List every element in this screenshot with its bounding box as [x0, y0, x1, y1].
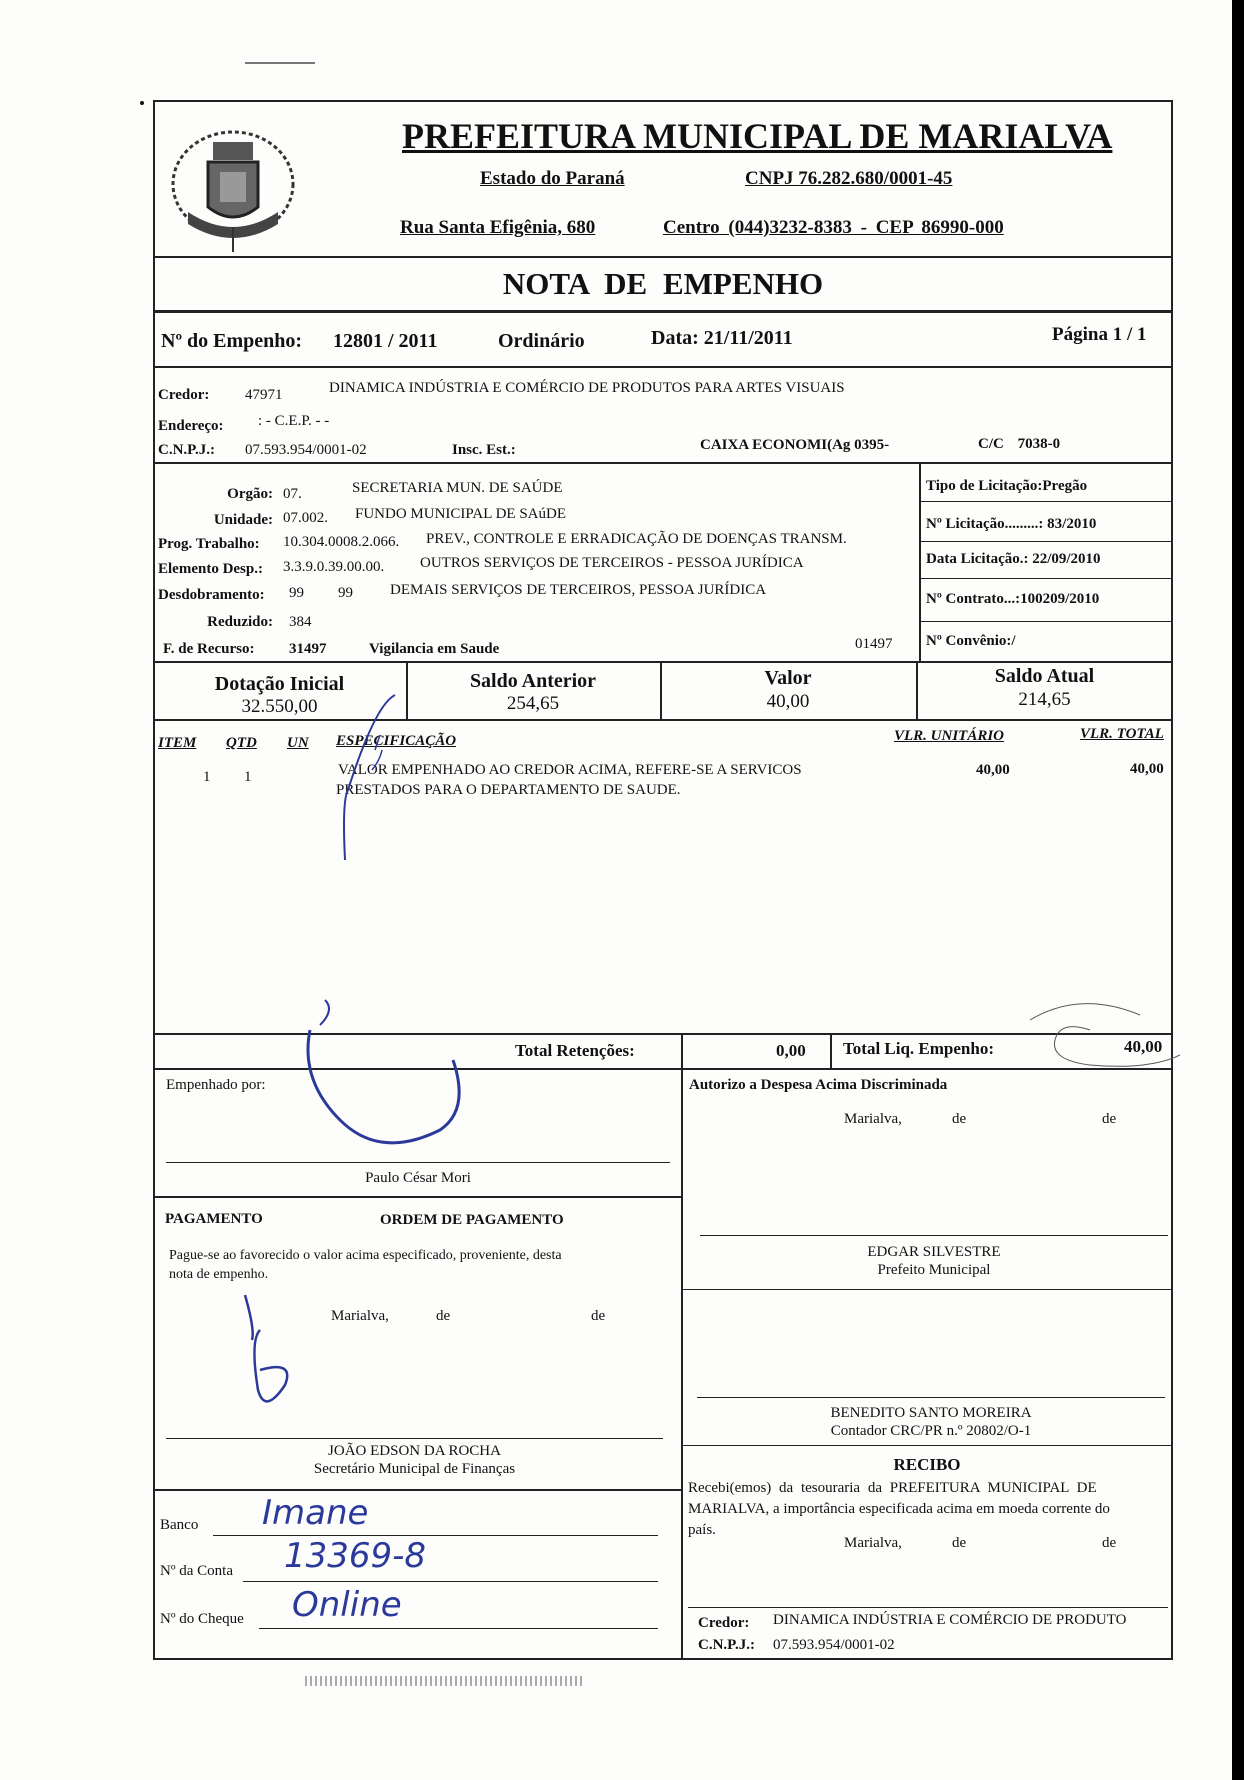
- divider: [153, 462, 1173, 464]
- divider: [919, 501, 1173, 502]
- desdobramento-code: 99: [289, 585, 304, 601]
- recibo-cnpj-value: 07.593.954/0001-02: [773, 1637, 895, 1653]
- address-label: Rua Santa Efigênia, 680: [400, 217, 596, 238]
- valor-label: Valor: [764, 667, 812, 689]
- divider: [153, 310, 1173, 313]
- cheque-handwritten: Online: [292, 1585, 402, 1625]
- divider: [919, 462, 921, 662]
- secretario-role: Secretário Municipal de Finanças: [313, 1461, 516, 1477]
- payment-text-line2: nota de empenho.: [169, 1267, 269, 1282]
- recibo-text-line3: país.: [688, 1522, 716, 1538]
- liq-empenho-label: Total Liq. Empenho:: [843, 1039, 994, 1058]
- address-field-label: Endereço:: [158, 418, 224, 434]
- saldo-atual-value: 214,65: [1018, 689, 1071, 710]
- cheque-field-label: Nº do Cheque: [160, 1611, 244, 1627]
- retencoes-value: 0,00: [776, 1041, 806, 1060]
- desdobramento-label: Desdobramento:: [158, 587, 265, 603]
- elemento-label: Elemento Desp.:: [158, 561, 263, 577]
- recibo-de1: de: [952, 1535, 967, 1551]
- recibo-title: RECIBO: [893, 1455, 961, 1474]
- divider: [919, 578, 1173, 579]
- desdobramento-code2: 99: [338, 585, 353, 601]
- contract-number: Nº Contrato...:100209/2010: [926, 591, 1100, 607]
- col-total-header: VLR. TOTAL: [1080, 726, 1164, 742]
- creditor-name: DINAMICA INDÚSTRIA E COMÉRCIO DE PRODUTOS PARA ARTES VISUAIS: [329, 380, 845, 396]
- ordem-pagamento-label: ORDEM DE PAGAMENTO: [380, 1212, 564, 1228]
- elemento-code: 3.3.9.0.39.00.00.: [283, 559, 385, 575]
- account-field-line: [243, 1581, 658, 1582]
- col-qtd-header: QTD: [226, 735, 257, 751]
- unidade-code: 07.002.: [283, 510, 328, 526]
- col-spec-header: ESPECIFICAÇÃO: [336, 733, 457, 749]
- cnpj-label: CNPJ 76.282.680/0001-45: [745, 168, 953, 189]
- payment-de1: de: [436, 1308, 451, 1324]
- doc-type-title: NOTA DE EMPENHO: [502, 266, 824, 301]
- recurso-source-code: 01497: [855, 636, 893, 652]
- bank-field-label: Banco: [160, 1517, 199, 1533]
- orgao-desc: SECRETARIA MUN. DE SAÚDE: [352, 480, 563, 496]
- cheque-field-line: [259, 1628, 658, 1629]
- bank-field-line: [213, 1535, 658, 1536]
- payment-de2: de: [591, 1308, 606, 1324]
- orgao-code: 07.: [283, 486, 302, 502]
- item-desc-line1: VALOR EMPENHADO AO CREDOR ACIMA, REFERE-SE A SERVICOS: [338, 762, 802, 778]
- col-un-header: UN: [287, 735, 309, 751]
- district-phone-label: Centro (044)3232-8383 - CEP 86990-000: [663, 217, 1004, 238]
- divider: [153, 366, 1173, 368]
- prog-code: 10.304.0008.2.066.: [283, 534, 400, 550]
- autorizo-de2: de: [1102, 1111, 1117, 1127]
- divider: [688, 1607, 1168, 1608]
- saldo-anterior-value: 254,65: [506, 693, 560, 714]
- item-desc-line2: PRESTADOS PARA O DEPARTAMENTO DE SAUDE.: [336, 782, 681, 798]
- licitacao-type: Tipo de Licitação:Pregão: [926, 478, 1088, 494]
- recibo-text-line1: Recebi(emos) da tesouraria da PREFEITURA MUNICIPAL DE: [688, 1480, 1097, 1496]
- autorizo-de1: de: [952, 1111, 967, 1127]
- divider: [919, 541, 1173, 542]
- account-handwritten: 13369-8: [284, 1536, 427, 1576]
- account-info: C/C 7038-0: [978, 436, 1061, 452]
- margin-dot: [140, 101, 144, 105]
- creditor-code: 47971: [245, 387, 283, 403]
- reduzido-value: 384: [289, 614, 312, 630]
- handwritten-signature-strokes: [150, 690, 1180, 1490]
- reduzido-label: Reduzido:: [207, 614, 273, 630]
- scanner-footer-barcode: [305, 1676, 585, 1686]
- prefeito-role: Prefeito Municipal: [877, 1262, 991, 1278]
- recurso-label: F. de Recurso:: [163, 641, 255, 657]
- bank-handwritten: Imane: [262, 1493, 369, 1533]
- col-item-header: ITEM: [158, 735, 197, 751]
- saldo-atual-label: Saldo Atual: [994, 665, 1095, 687]
- unidade-label: Unidade:: [213, 512, 273, 528]
- divider: [153, 256, 1173, 258]
- dotacao-value: 32.550,00: [241, 696, 318, 717]
- prog-desc: PREV., CONTROLE E ERRADICAÇÃO DE DOENÇAS TRANSM.: [426, 531, 847, 547]
- coat-of-arms-logo: [158, 112, 308, 262]
- col-unit-price-header: VLR. UNITÁRIO: [894, 728, 1005, 744]
- recibo-cnpj-label: C.N.P.J.:: [698, 1637, 755, 1653]
- saldo-anterior-label: Saldo Anterior: [469, 670, 597, 692]
- licitacao-date: Data Licitação.: 22/09/2010: [926, 551, 1101, 567]
- recibo-de2: de: [1102, 1535, 1117, 1551]
- divider: [153, 661, 1173, 663]
- payment-city: Marialva,: [331, 1308, 389, 1324]
- address-field-value: : - C.E.P. - -: [258, 413, 330, 429]
- prog-label: Prog. Trabalho:: [158, 536, 260, 552]
- empenho-number: 12801 / 2011: [333, 330, 438, 352]
- licitacao-number: Nº Licitação.........: 83/2010: [926, 516, 1097, 532]
- insc-est-label: Insc. Est.:: [452, 442, 516, 458]
- state-label: Estado do Paraná: [480, 168, 625, 189]
- empenho-date: Data: 21/11/2011: [651, 327, 793, 349]
- contador-name: BENEDITO SANTO MOREIRA: [830, 1405, 1032, 1421]
- cnpj-field-value: 07.593.954/0001-02: [245, 442, 367, 458]
- item-number: 1: [203, 769, 211, 785]
- bank-info: CAIXA ECONOMI(Ag 0395-: [700, 437, 890, 453]
- payment-text-line1: Pague-se ao favorecido o valor acima especificado, proveniente, desta: [169, 1248, 562, 1263]
- recibo-credor-name: DINAMICA INDÚSTRIA E COMÉRCIO DE PRODUTO: [773, 1612, 1127, 1628]
- desdobramento-desc: DEMAIS SERVIÇOS DE TERCEIROS, PESSOA JURÍDICA: [390, 582, 767, 598]
- retencoes-label: Total Retenções:: [515, 1041, 635, 1060]
- liq-empenho-value: 40,00: [1124, 1037, 1163, 1056]
- recurso-desc: Vigilancia em Saude: [369, 641, 500, 657]
- page-number: Página 1 / 1: [1052, 324, 1147, 345]
- item-unit-price: 40,00: [976, 762, 1010, 778]
- secretario-name: JOÃO EDSON DA ROCHA: [328, 1443, 501, 1459]
- orgao-label: Orgão:: [227, 486, 273, 502]
- margin-mark: [245, 62, 315, 64]
- empenhado-por-label: Empenhado por:: [166, 1077, 266, 1093]
- dotacao-label: Dotação Inicial: [214, 673, 345, 695]
- autorizo-label: Autorizo a Despesa Acima Discriminada: [689, 1077, 948, 1093]
- unidade-desc: FUNDO MUNICIPAL DE SAúDE: [355, 506, 566, 522]
- autorizo-city: Marialva,: [844, 1111, 902, 1127]
- account-field-label: Nº da Conta: [160, 1563, 233, 1579]
- valor-value: 40,00: [766, 691, 810, 712]
- creditor-label: Credor:: [158, 387, 210, 403]
- recurso-code: 31497: [289, 641, 327, 657]
- item-total: 40,00: [1130, 761, 1164, 777]
- recibo-city: Marialva,: [844, 1535, 902, 1551]
- pagamento-label: PAGAMENTO: [165, 1211, 263, 1227]
- cnpj-field-label: C.N.P.J.:: [158, 442, 215, 458]
- elemento-desc: OUTROS SERVIÇOS DE TERCEIROS - PESSOA JURÍDICA: [420, 555, 804, 571]
- convenio-number: Nº Convênio:/: [926, 633, 1016, 649]
- item-qty: 1: [244, 769, 252, 785]
- divider: [919, 621, 1173, 622]
- prefeito-name: EDGAR SILVESTRE: [867, 1244, 1001, 1260]
- empenhado-por-name: Paulo César Mori: [365, 1170, 471, 1186]
- empenho-number-label: Nº do Empenho:: [161, 330, 303, 352]
- recibo-text-line2: MARIALVA, a importância especificada acima em moeda corrente do: [688, 1501, 1110, 1517]
- contador-role: Contador CRC/PR n.º 20802/O-1: [830, 1423, 1032, 1439]
- municipality-title: PREFEITURA MUNICIPAL DE MARIALVA: [402, 116, 1113, 156]
- recibo-credor-label: Credor:: [698, 1615, 750, 1631]
- empenho-kind: Ordinário: [498, 330, 585, 352]
